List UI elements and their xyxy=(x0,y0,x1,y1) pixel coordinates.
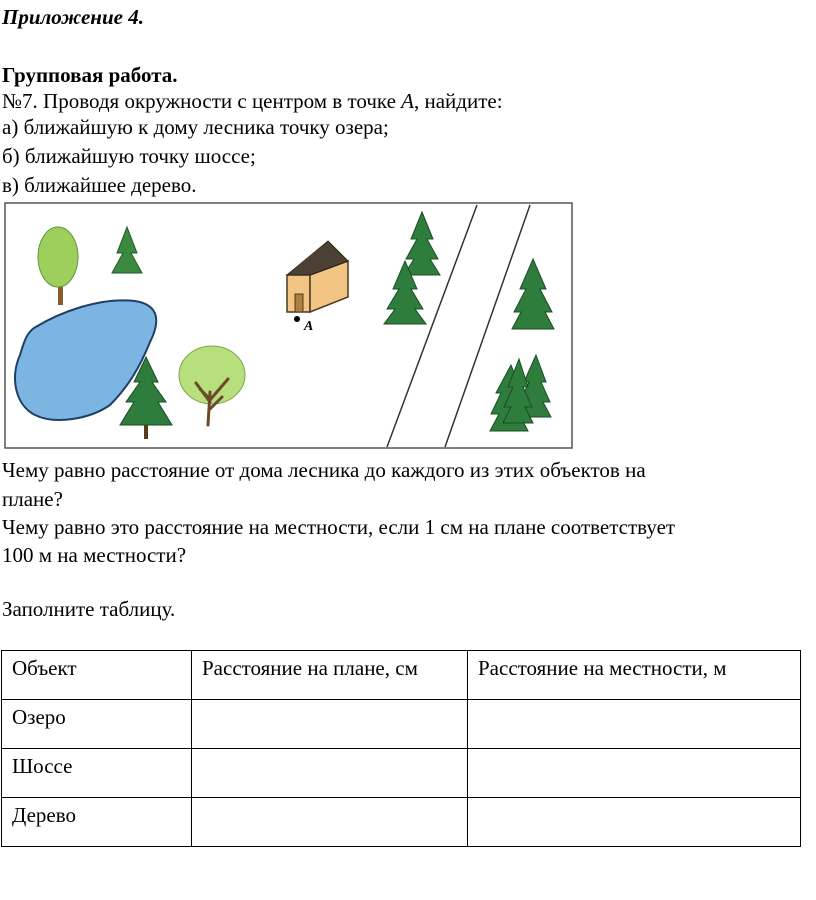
group-work-heading: Групповая работа. xyxy=(2,63,178,87)
table-header-cell: Расстояние на местности, м xyxy=(468,651,801,700)
task-suffix: , найдите: xyxy=(413,89,503,113)
fill-table-instruction: Заполните таблицу. xyxy=(2,597,176,621)
table-row xyxy=(2,798,801,847)
map-illustration xyxy=(0,197,576,453)
table-cell-plan-distance[interactable] xyxy=(192,749,468,798)
table-header-cell: Объект xyxy=(2,651,192,700)
task-point: A xyxy=(401,89,414,113)
table-cell-object: Озеро xyxy=(2,700,192,749)
point-a-marker xyxy=(294,316,300,322)
table-cell-plan-distance[interactable] xyxy=(192,700,468,749)
question-1-line-2: плане? xyxy=(2,487,63,511)
question-1-line-1: Чему равно расстояние от дома лесника до каждого из этих объектов на xyxy=(2,458,646,482)
table-row xyxy=(2,749,801,798)
table-header-cell: Расстояние на плане, см xyxy=(192,651,468,700)
table-cell-ground-distance[interactable] xyxy=(468,798,801,847)
question-2-line-1: Чему равно это расстояние на местности, если 1 см на плане соответствует xyxy=(2,515,676,539)
table-cell-object: Дерево xyxy=(2,798,192,847)
table-cell-ground-distance[interactable] xyxy=(468,700,801,749)
table-cell-object: Шоссе xyxy=(2,749,192,798)
question-2-line-2: 100 м на местности? xyxy=(2,543,187,567)
task-prefix: №7. Проводя окружности с центром в точке xyxy=(2,89,402,113)
task-item-a: а) ближайшую к дому лесника точку озера; xyxy=(2,115,389,139)
task-item-b: б) ближайшую точку шоссе; xyxy=(2,144,256,168)
table-row xyxy=(2,700,801,749)
task-statement xyxy=(2,88,503,114)
appendix-title: Приложение 4. xyxy=(2,5,144,29)
table-cell-ground-distance[interactable] xyxy=(468,749,801,798)
answer-table xyxy=(1,650,801,847)
table-cell-plan-distance[interactable] xyxy=(192,798,468,847)
task-item-c: в) ближайшее дерево. xyxy=(2,173,197,197)
point-a-label: A xyxy=(304,319,314,334)
table-header-row xyxy=(2,651,801,700)
